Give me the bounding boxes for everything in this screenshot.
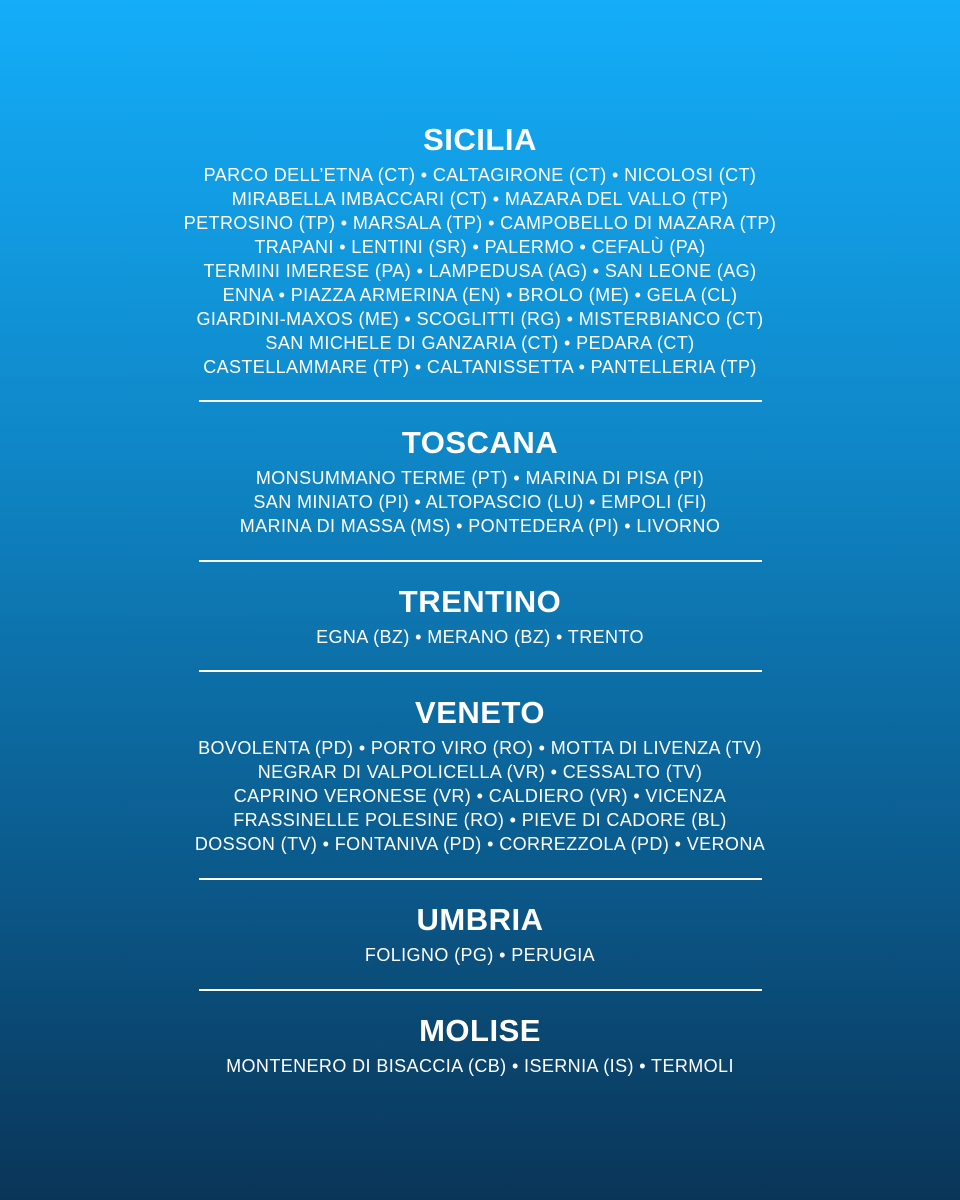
town-list: [0, 466, 960, 538]
town-line: EGNA (BZ) • MERANO (BZ) • TRENTO: [316, 627, 644, 647]
section-divider: [199, 560, 762, 562]
region-umbria: [0, 901, 960, 967]
town-line: BOVOLENTA (PD) • PORTO VIRO (RO) • MOTTA DI LIVENZA (TV): [198, 738, 762, 758]
region-sicilia: [0, 121, 960, 379]
town-line: TRAPANI • LENTINI (SR) • PALERMO • CEFALÙ (PA): [254, 237, 706, 257]
town-line: PETROSINO (TP) • MARSALA (TP) • CAMPOBELLO DI MAZARA (TP): [183, 213, 777, 233]
town-line: ENNA • PIAZZA ARMERINA (EN) • BROLO (ME) • GELA (CL): [222, 285, 738, 305]
town-list: [0, 163, 960, 379]
town-list: [0, 736, 960, 856]
town-line: PARCO DELL’ETNA (CT) • CALTAGIRONE (CT) • NICOLOSI (CT): [203, 165, 757, 185]
town-list: [0, 943, 960, 967]
section-divider: [199, 878, 762, 880]
region-title: UMBRIA: [416, 902, 544, 937]
region-title: TRENTINO: [398, 584, 562, 619]
town-line: CASTELLAMMARE (TP) • CALTANISSETTA • PANTELLERIA (TP): [203, 357, 757, 377]
town-line: MARINA DI MASSA (MS) • PONTEDERA (PI) • LIVORNO: [239, 516, 721, 536]
town-line: TERMINI IMERESE (PA) • LAMPEDUSA (AG) • SAN LEONE (AG): [203, 261, 757, 281]
town-list: [0, 1054, 960, 1078]
section-divider: [199, 989, 762, 991]
region-title: TOSCANA: [401, 425, 559, 460]
section-divider: [199, 400, 762, 402]
town-line: SAN MICHELE DI GANZARIA (CT) • PEDARA (CT): [265, 333, 695, 353]
region-veneto: [0, 694, 960, 856]
town-line: MONSUMMANO TERME (PT) • MARINA DI PISA (PI): [255, 468, 705, 488]
region-title: SICILIA: [423, 122, 537, 157]
section-divider: [199, 670, 762, 672]
town-line: FOLIGNO (PG) • PERUGIA: [364, 945, 596, 965]
town-line: DOSSON (TV) • FONTANIVA (PD) • CORREZZOLA (PD) • VERONA: [194, 834, 766, 854]
region-trentino: [0, 583, 960, 649]
town-line: GIARDINI-MAXOS (ME) • SCOGLITTI (RG) • MISTERBIANCO (CT): [196, 309, 764, 329]
region-molise: [0, 1012, 960, 1078]
town-line: MONTENERO DI BISACCIA (CB) • ISERNIA (IS) • TERMOLI: [226, 1056, 734, 1076]
town-line: NEGRAR DI VALPOLICELLA (VR) • CESSALTO (TV): [257, 762, 703, 782]
town-list: [0, 625, 960, 649]
region-toscana: [0, 424, 960, 538]
town-line: MIRABELLA IMBACCARI (CT) • MAZARA DEL VALLO (TP): [231, 189, 729, 209]
region-title: VENETO: [415, 695, 545, 730]
town-line: FRASSINELLE POLESINE (RO) • PIEVE DI CADORE (BL): [233, 810, 727, 830]
town-line: CAPRINO VERONESE (VR) • CALDIERO (VR) • VICENZA: [233, 786, 727, 806]
region-title: MOLISE: [419, 1013, 541, 1048]
town-line: SAN MINIATO (PI) • ALTOPASCIO (LU) • EMPOLI (FI): [253, 492, 707, 512]
